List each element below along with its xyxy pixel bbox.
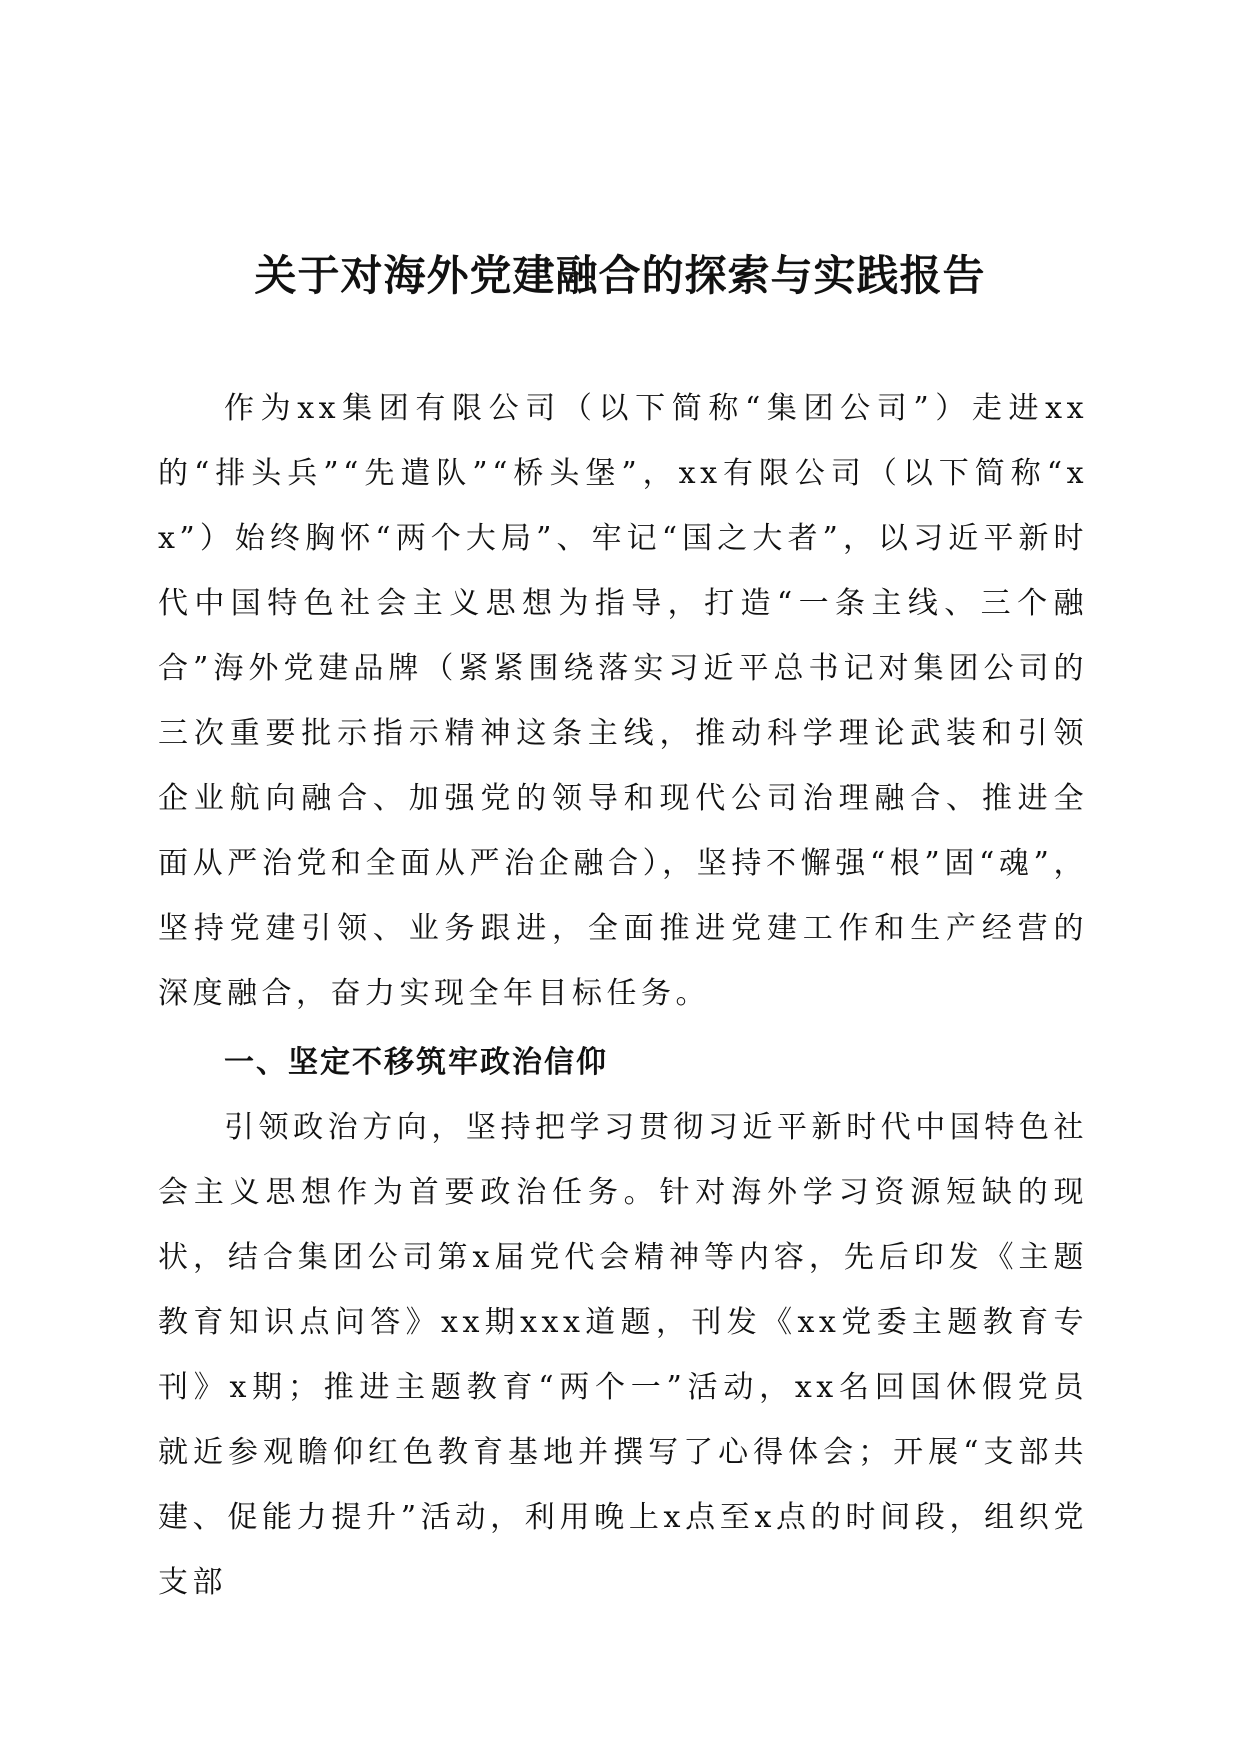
section-1-paragraph: 引领政治方向，坚持把学习贯彻习近平新时代中国特色社会主义思想作为首要政治任务。针对海外学习资源短缺的现状，结合集团公司第x届党代会精神等内容，先后印发《主题教育知识点问答》xx期xxx道题，刊发《xx党委主题教育专刊》x期；推进主题教育“两个一”活动，xx名回国休假党员就近参观瞻仰红色教育基地并撰写了心得体会；开展“支部共建、促能力提升”活动，利用晚上x点至x点的时间段，组织党支部 [158,1110,1088,1600]
intro-paragraph: 作为xx集团有限公司（以下简称“集团公司”）走进xx的“排头兵”“先遣队”“桥头堡”，xx有限公司（以下简称“xx”）始终胸怀“两个大局”、牢记“国之大者”，以习近平新时代中国特色社会主义思想为指导，打造“一条主线、三个融合”海外党建品牌（紧紧围绕落实习近平总书记对集团公司的三次重要批示指示精神这条主线，推动科学理论武装和引领企业航向融合、加强党的领导和现代公司治理融合、推进全面从严治党和全面从严治企融合），坚持不懈强“根”固“魂”，坚持党建引领、业务跟进，全面推进党建工作和生产经营的深度融合，奋力实现全年目标任务。 [158,391,1088,1011]
document-title: 关于对海外党建融合的探索与实践报告 [254,251,986,300]
section-heading-1: 一、坚定不移筑牢政治信仰 [224,1045,608,1080]
